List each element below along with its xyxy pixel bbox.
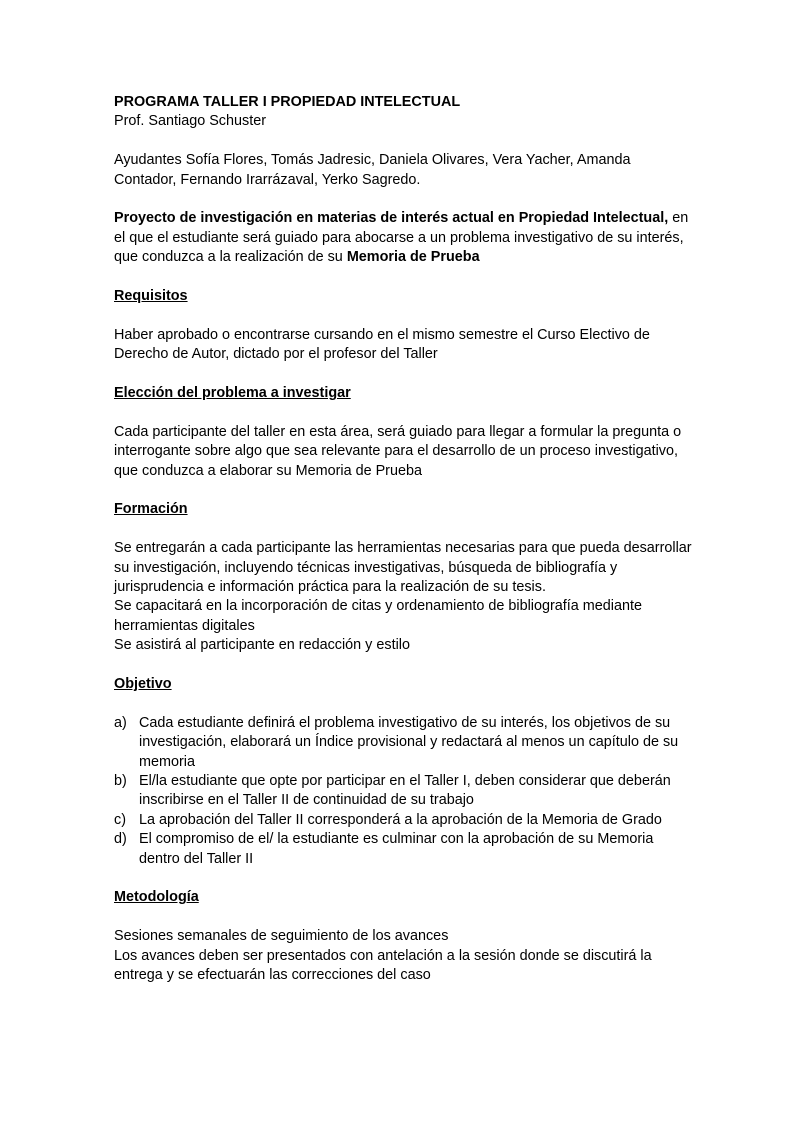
formacion-heading: Formación xyxy=(114,501,188,518)
list-item xyxy=(114,714,694,772)
list-item-text: La aprobación del Taller II corresponderá a la aprobación de la Memoria de Grado xyxy=(139,811,662,828)
formacion-para-1: Se entregarán a cada participante las herramientas necesarias para que pueda desarrollar su investigación, incluyendo técnicas investigativas, búsqueda de bibliografía y jurisprudencia e información práctica para la realización de su tesis. xyxy=(114,540,692,596)
list-marker: d) xyxy=(114,831,127,848)
list-item xyxy=(114,811,694,830)
list-marker: a) xyxy=(114,714,127,731)
list-item-text: Cada estudiante definirá el problema investigativo de su interés, los objetivos de su investigación, elaborará un Índice provisional y redactará al menos un capítulo de su memoria xyxy=(139,714,679,770)
list-item-text: El/la estudiante que opte por participar en el Taller I, deben considerar que deberán inscribirse en el Taller II de continuidad de su trabajo xyxy=(139,773,671,809)
document-title: PROGRAMA TALLER I PROPIEDAD INTELECTUAL xyxy=(114,94,461,110)
requisitos-heading: Requisitos xyxy=(114,288,188,305)
requisitos-text: Haber aprobado o encontrarse cursando en el mismo semestre el Curso Electivo de Derecho de Autor, dictado por el profesor del Taller xyxy=(114,326,650,363)
list-item-text: El compromiso de el/ la estudiante es culminar con la aprobación de su Memoria dentro del Taller II xyxy=(139,831,654,867)
eleccion-text: Cada participante del taller en esta área, será guiado para llegar a formular la pregunta o interrogante sobre algo que sea relevante para el desarrollo de un proceso investigativo, que conduzca a elaborar su Memoria de Prueba xyxy=(114,423,682,479)
document-page xyxy=(114,93,694,986)
formacion-para-2: Se capacitará en la incorporación de citas y ordenamiento de bibliografía mediante herramientas digitales xyxy=(114,598,642,634)
list-item xyxy=(114,830,694,869)
intro-text: en el que el estudiante será guiado para abocarse a un problema investigativo de su interés, que conduzca a la realización de su xyxy=(114,210,689,266)
assistants-line-1: Ayudantes Sofía Flores, Tomás Jadresic, Daniela Olivares, Vera Yacher, Amanda xyxy=(114,152,631,169)
intro-bold-start: Proyecto de investigación en materias de interés actual en Propiedad Intelectual, xyxy=(114,210,669,227)
metodologia-heading: Metodología xyxy=(114,889,199,906)
metodologia-para-2: Los avances deben ser presentados con antelación a la sesión donde se discutirá la entrega y se efectuarán las correcciones del caso xyxy=(114,947,652,984)
professor-name: Prof. Santiago Schuster xyxy=(114,113,266,130)
list-item xyxy=(114,772,694,811)
eleccion-heading: Elección del problema a investigar xyxy=(114,385,351,402)
objetivo-heading: Objetivo xyxy=(114,676,172,693)
metodologia-para-1: Sesiones semanales de seguimiento de los avances xyxy=(114,928,449,945)
objetivo-list xyxy=(114,714,694,869)
intro-bold-end: Memoria de Prueba xyxy=(346,249,480,266)
intro-paragraph xyxy=(114,209,694,267)
formacion-para-3: Se asistirá al participante en redacción y estilo xyxy=(114,637,410,654)
assistants-line-2: Contador, Fernando Irarrázaval, Yerko Sagredo. xyxy=(114,171,421,188)
list-marker: b) xyxy=(114,773,127,790)
list-marker: c) xyxy=(114,811,126,828)
